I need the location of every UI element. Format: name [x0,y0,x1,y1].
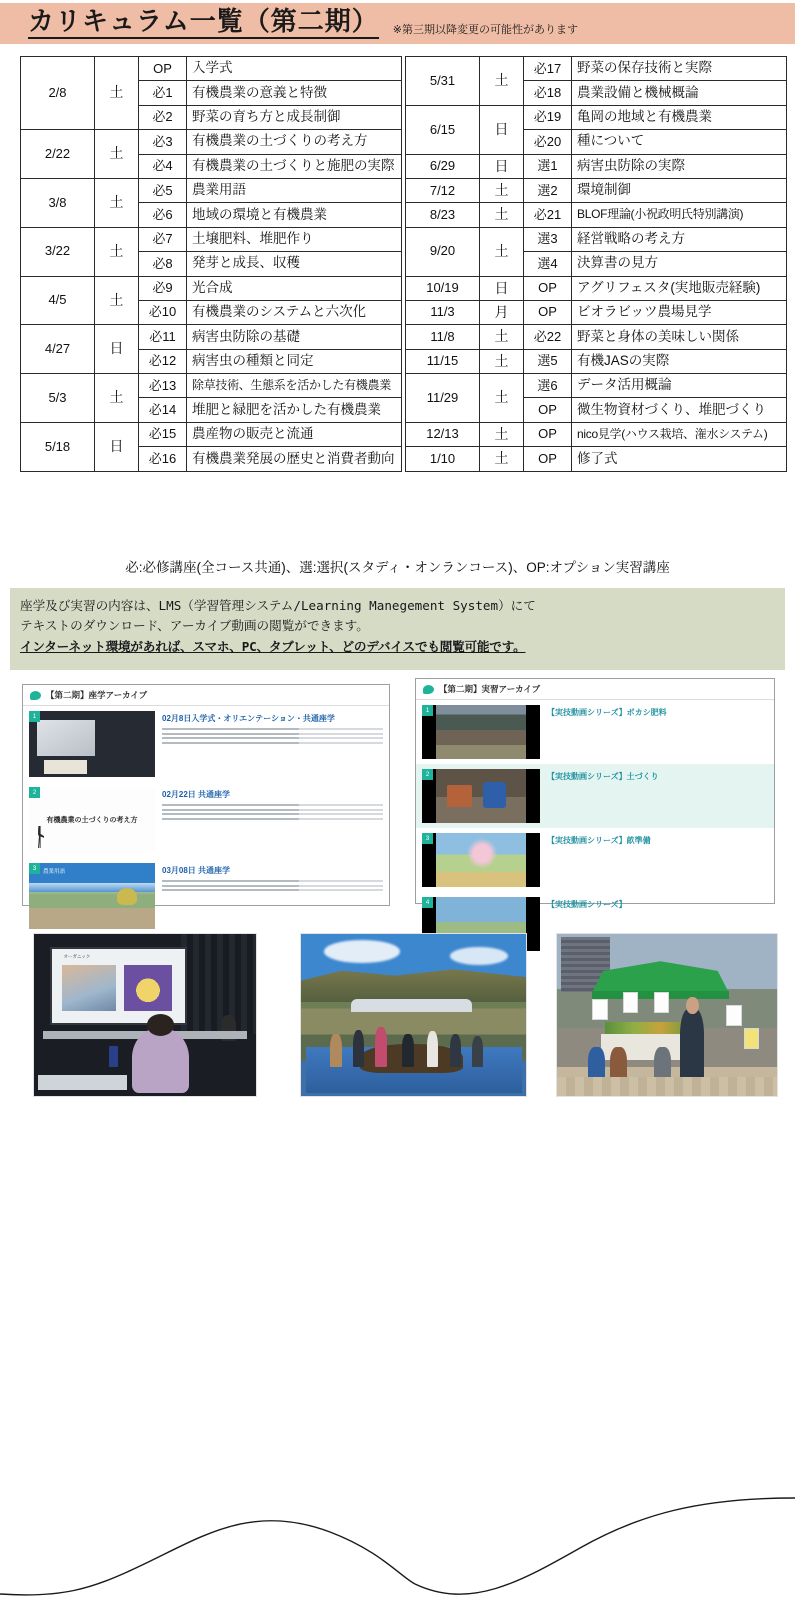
session-date: 9/20 [406,227,480,276]
course-code: 必11 [139,325,187,349]
photo-strip [0,933,795,1101]
lms-lecture-archive-title: 【第二期】座学アーカイブ [46,690,148,700]
course-code: 必5 [139,178,187,202]
lms-practice-archive-panel [415,678,775,909]
curriculum-row [21,178,402,202]
session-weekday: 土 [95,57,139,130]
green-canopy-tent [592,960,728,992]
field-slide-thumbnail[interactable] [29,863,155,929]
session-date: 11/8 [406,325,480,349]
session-weekday: 月 [480,300,524,324]
course-title: 病害虫防除の実際 [572,154,787,178]
curriculum-row [21,130,402,154]
lecture-hall-photo [33,933,257,1097]
course-title: アグリフェスタ(実地販売経験) [572,276,787,300]
session-date: 2/22 [21,130,95,179]
price-sign [744,1028,759,1049]
session-date: 4/27 [21,325,95,374]
course-title: 地域の環境と有機農業 [187,203,402,227]
lms-item-body [162,863,383,929]
curriculum-table-left [20,56,402,472]
item-index-badge: 3 [29,863,40,874]
greenhouse [351,999,473,1012]
course-title: 野菜と身体の美味しい関係 [572,325,787,349]
video-thumbnail-soil[interactable] [422,769,540,823]
lms-info-line-1: 座学及び実習の内容は、LMS（学習管理システム/Learning Manegement System）にて [20,598,536,613]
lms-practice-archive-header [416,679,774,700]
video-frame-image [436,769,526,823]
front-desk [38,1075,127,1090]
session-weekday: 土 [480,325,524,349]
item-index-badge: 2 [29,787,40,798]
course-title: 経営戦略の考え方 [572,227,787,251]
video-frame-image [436,705,526,759]
session-date: 5/3 [21,374,95,423]
session-date: 6/29 [406,154,480,178]
lms-item-description [162,880,383,891]
course-title: 野菜の育ち方と成長制御 [187,105,402,129]
course-title: 有機農業の土づくりの考え方 [187,130,402,154]
session-date: 5/18 [21,422,95,471]
course-title: 病害虫防除の基礎 [187,325,402,349]
course-code: 必13 [139,374,187,398]
lms-item-title[interactable]: 【実技動画シリーズ】畝準備 [547,836,651,845]
course-title: 亀岡の地域と有機農業 [572,105,787,129]
header-disclaimer-note: ※第三期以降変更の可能性があります [392,24,578,36]
projection-screen [50,947,188,1025]
course-code: 必1 [139,81,187,105]
lecture-hall-image [34,934,256,1096]
session-weekday: 土 [480,447,524,471]
mountain-ridge [301,966,526,1002]
session-date: 11/15 [406,349,480,373]
course-code: OP [524,300,572,324]
course-code: 必7 [139,227,187,251]
slide-image-left [62,965,115,1011]
vendor-person [680,1009,704,1084]
curriculum-row [21,57,402,81]
course-code: OP [524,422,572,446]
participants-group [301,1025,526,1067]
price-sign [654,992,669,1013]
session-weekday: 土 [480,178,524,202]
course-code: 必17 [524,57,572,81]
curriculum-row [21,325,402,349]
course-code: 必14 [139,398,187,422]
session-date: 6/15 [406,105,480,154]
course-code: 必20 [524,130,572,154]
session-date: 11/3 [406,300,480,324]
course-title: 堆肥と緑肥を活かした有機農業 [187,398,402,422]
lms-item-description [162,728,383,744]
course-title: 光合成 [187,276,402,300]
page-header-band [0,3,795,44]
projected-slide-title: オーガニック [63,954,91,960]
course-title: 決算書の見方 [572,252,787,276]
lms-list-item[interactable] [416,828,774,892]
video-frame-image [436,833,526,887]
session-date: 2/8 [21,57,95,130]
item-index-badge: 4 [422,897,433,908]
speech-bubble-icon [423,685,434,694]
lms-info-box [10,588,785,670]
course-title: 農産物の販売と流通 [187,422,402,446]
lms-screenshot-area [0,676,795,921]
course-title: 微生物資材づくり、堆肥づくり [572,398,787,422]
session-weekday: 土 [480,349,524,373]
course-code: 必10 [139,300,187,324]
course-code: OP [524,276,572,300]
course-code: 選2 [524,178,572,202]
course-code: 必12 [139,349,187,373]
course-title: 農業設備と機械概論 [572,81,787,105]
price-sign [592,999,607,1020]
course-title: 野菜の保存技術と実際 [572,57,787,81]
curriculum-row [406,374,787,398]
course-code: 必18 [524,81,572,105]
course-code: 必2 [139,105,187,129]
curriculum-tables [0,56,795,556]
curriculum-row [21,374,402,398]
curriculum-row [406,178,787,202]
course-code: 選5 [524,349,572,373]
course-title: ビオラビッツ農場見学 [572,300,787,324]
course-title: 土壌肥料、堆肥作り [187,227,402,251]
curriculum-row [406,276,787,300]
lms-list-item[interactable] [416,700,774,764]
session-date: 7/12 [406,178,480,202]
lms-list-item[interactable] [416,764,774,828]
lecture-photo-image [29,711,155,777]
session-weekday: 日 [480,105,524,154]
course-code: 選1 [524,154,572,178]
slide-image-right [124,965,172,1011]
course-title: 入学式 [187,57,402,81]
session-weekday: 土 [480,422,524,446]
course-title: 農業用語 [187,178,402,202]
curriculum-row [406,422,787,446]
course-title: 有機農業の意義と特徴 [187,81,402,105]
course-code: 必21 [524,203,572,227]
lms-item-body [547,705,768,759]
item-index-badge: 1 [422,705,433,716]
session-date: 3/8 [21,178,95,227]
lms-item-body [547,833,768,887]
session-date: 12/13 [406,422,480,446]
course-code: 必19 [524,105,572,129]
lms-lecture-archive-header [23,685,389,706]
session-weekday: 日 [95,325,139,374]
course-code: OP [524,398,572,422]
course-code: 選6 [524,374,572,398]
curriculum-row [406,227,787,251]
session-weekday: 日 [95,422,139,471]
course-title: 修了式 [572,447,787,471]
field-photo-image [29,863,155,929]
session-weekday: 土 [95,227,139,276]
lms-item-body [162,787,383,853]
course-title: BLOF理論(小祝政明氏特別講演) [572,203,787,227]
field-practice-image [301,934,526,1096]
curriculum-row [21,276,402,300]
session-date: 1/10 [406,447,480,471]
lms-lecture-archive-panel [22,684,390,906]
session-weekday: 土 [480,203,524,227]
lms-item-title[interactable]: 【実技動画シリーズ】 [547,900,627,909]
course-title: 種について [572,130,787,154]
curriculum-row [21,422,402,446]
curriculum-table-right [405,56,787,472]
lms-item-description [162,804,383,820]
course-title: 除草技術、生態系を活かした有機農業 [187,374,402,398]
item-index-badge: 1 [29,711,40,722]
session-date: 4/5 [21,276,95,325]
curriculum-row [406,154,787,178]
lms-item-body [547,769,768,823]
course-title: 有機農業のシステムと六次化 [187,300,402,324]
speech-bubble-icon [30,691,41,700]
farmers-market-photo [556,933,778,1097]
curriculum-row [406,300,787,324]
lms-list-item[interactable] [23,782,389,858]
session-weekday: 土 [95,178,139,227]
price-sign [623,992,638,1013]
course-code: 必4 [139,154,187,178]
curriculum-row [406,349,787,373]
course-code: 必6 [139,203,187,227]
curriculum-row [406,325,787,349]
session-date: 3/22 [21,227,95,276]
course-title: データ活用概論 [572,374,787,398]
session-date: 8/23 [406,203,480,227]
course-title: 発芽と成長、収穫 [187,252,402,276]
session-date: 11/29 [406,374,480,423]
course-code: 必8 [139,252,187,276]
slide-caption: 有機農業の土づくりの考え方 [46,817,138,824]
price-sign [726,1005,741,1026]
video-thumbnail-bokashi[interactable] [422,705,540,759]
lms-item-body [162,711,383,777]
item-index-badge: 3 [422,833,433,844]
curriculum-row [21,227,402,251]
curriculum-row [406,57,787,81]
lms-item-title[interactable]: 【実技動画シリーズ】ボカシ肥料 [547,708,667,717]
course-title: nico見学(ハウス栽培、潅水システム) [572,422,787,446]
session-weekday: 土 [480,374,524,423]
course-code: 必22 [524,325,572,349]
lms-info-line-3: インターネット環境があれば、スマホ、PC、タブレット、どのデバイスでも閲覧可能です。 [20,638,526,654]
course-code: OP [139,57,187,81]
cloud [324,940,401,963]
farmer-silhouette-icon [35,826,44,848]
course-title: 有機農業発展の歴史と消費者動向 [187,447,402,471]
session-weekday: 土 [95,130,139,179]
session-weekday: 土 [95,276,139,325]
item-index-badge: 2 [422,769,433,780]
water-bottle [109,1046,118,1067]
stage-curtain [181,934,256,1034]
course-title: 有機JASの実際 [572,349,787,373]
session-date: 5/31 [406,57,480,106]
field-slide-caption: 農業用語 [43,869,66,875]
course-code: 必16 [139,447,187,471]
course-code: 選4 [524,252,572,276]
video-thumbnail-ridge[interactable] [422,833,540,887]
session-weekday: 土 [480,227,524,276]
lms-item-title[interactable]: 02月22日 共通座学 [162,790,231,799]
lms-item-title[interactable]: 02月8日入学式・オリエンテーション・共通座学 [162,714,335,723]
cloud [450,947,509,965]
lms-info-line-2: テキストのダウンロード、アーカイブ動画の閲覧ができます。 [20,618,369,634]
session-weekday: 土 [95,374,139,423]
slide-image [29,787,155,853]
curriculum-row [406,447,787,471]
course-code: 必9 [139,276,187,300]
course-title: 病害虫の種類と同定 [187,349,402,373]
field-practice-photo [300,933,527,1097]
course-code: 必15 [139,422,187,446]
course-code: 選3 [524,227,572,251]
lms-list-item[interactable] [23,706,389,782]
soil-slide-thumbnail[interactable] [29,787,155,853]
course-code: OP [524,447,572,471]
curriculum-legend: 必:必修講座(全コース共通)、選:選択(スタディ・オンランコース)、OP:オプション実習講座 [125,560,670,575]
course-title: 有機農業の土づくりと施肥の実際 [187,154,402,178]
decorative-curve-divider [0,1352,795,1602]
page-title: カリキュラム一覧（第二期） [28,8,379,38]
lms-item-title[interactable]: 【実技動画シリーズ】土づくり [547,772,659,781]
session-date: 10/19 [406,276,480,300]
session-weekday: 日 [480,276,524,300]
attendee-person [132,1028,190,1093]
course-title: 環境制御 [572,178,787,202]
lms-item-title[interactable]: 03月08日 共通座学 [162,866,231,875]
curriculum-row [406,203,787,227]
lms-practice-archive-title: 【第二期】実習アーカイブ [439,684,541,694]
lms-list-item[interactable] [23,858,389,934]
farmers-market-image [557,934,777,1096]
course-code: 必3 [139,130,187,154]
pavement [557,1077,777,1096]
session-weekday: 日 [480,154,524,178]
lecture-thumbnail[interactable] [29,711,155,777]
session-weekday: 土 [480,57,524,106]
curriculum-row [406,105,787,129]
